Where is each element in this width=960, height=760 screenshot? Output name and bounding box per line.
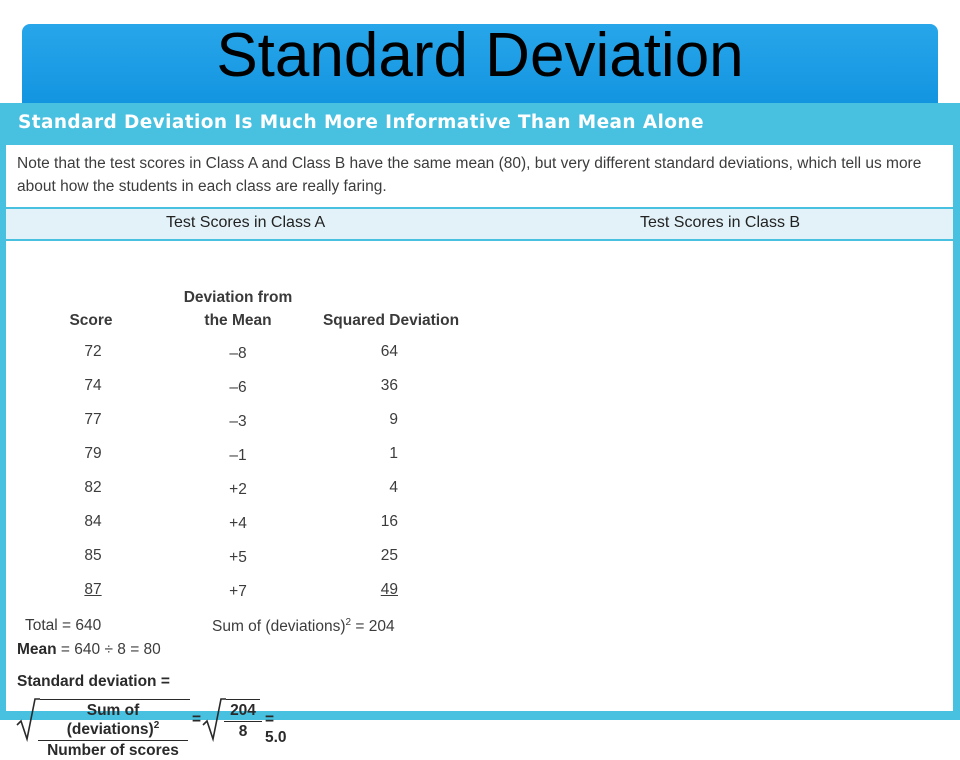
squared-column-header: Squared Deviation [322,312,460,329]
sum-dev-superscript: 2 [345,617,352,628]
deviation-cell: –3 [229,413,247,430]
score-cell: 85 [84,547,102,564]
class-b-header: Test Scores in Class B [640,214,801,231]
class-header-row [6,207,953,241]
panel-note: Note that the test scores in Class A and Class B have the same mean (80), but very different standard deviations, which tell us more about how the students in each class are really faring. [17,155,922,195]
fraction-1-denominator: Number of scores [47,742,179,760]
deviation-cell: –1 [229,447,247,464]
deviation-cell: +4 [229,515,247,532]
deviation-cell: +5 [229,549,247,566]
radical-bar-2 [226,699,260,700]
deviation-column-header [168,286,308,332]
mean-line [17,641,161,659]
score-cell: 84 [84,513,102,530]
deviation-cell: +7 [229,583,247,600]
squared-deviation-cell: 16 [380,513,398,530]
fraction-204-over-8 [224,702,262,741]
info-panel [0,103,960,760]
squared-deviation-cell: 25 [380,547,398,564]
mean-label: Mean [17,641,57,658]
deviation-header-line1: Deviation from [183,289,293,306]
deviation-header-line2: the Mean [204,312,272,329]
score-cell: 74 [84,377,102,394]
sd-label: Standard deviation = [17,673,170,690]
score-cell: 82 [84,479,102,496]
score-cell: 79 [84,445,102,462]
score-cell: 72 [84,343,102,360]
mean-expression: = 640 ÷ 8 = 80 [56,641,161,658]
class-a-header: Test Scores in Class A [166,214,326,231]
fraction-2-denominator: 8 [238,723,248,740]
panel-body [6,145,953,760]
squared-deviation-cell: 9 [389,411,398,428]
sum-of-deviations-line [212,617,395,636]
fraction-2-numerator: 204 [224,702,262,722]
formula-result: = 5.0 [265,711,287,746]
fraction-deviations-over-scores [38,702,188,760]
score-cell: 77 [84,411,102,428]
score-cell: 87 [84,581,102,598]
squared-deviation-cell: 49 [380,581,398,598]
squared-deviation-cell: 36 [380,377,398,394]
score-column-header: Score [69,312,113,329]
squared-deviation-cell: 1 [389,445,398,462]
panel-heading: Standard Deviation Is Much More Informative Than Mean Alone [18,112,704,133]
radical-bar-1 [40,699,190,700]
deviation-cell: –6 [229,379,247,396]
radical-sign-1 [16,697,40,743]
squared-deviation-cell: 4 [389,479,398,496]
sum-dev-prefix: Sum of (deviations) [212,618,346,636]
radical-sign-2 [202,697,226,743]
deviation-cell: +2 [229,481,247,498]
fraction-1-numerator: Sum of (deviations)$^2$ [38,702,188,741]
sum-dev-value: = 204 [351,618,395,636]
deviation-cell: –8 [229,345,247,362]
equals-sign-1: = [192,711,202,728]
squared-deviation-cell: 64 [380,343,398,360]
total-line: Total = 640 [25,617,102,634]
slide-title: Standard Deviation [216,21,744,90]
